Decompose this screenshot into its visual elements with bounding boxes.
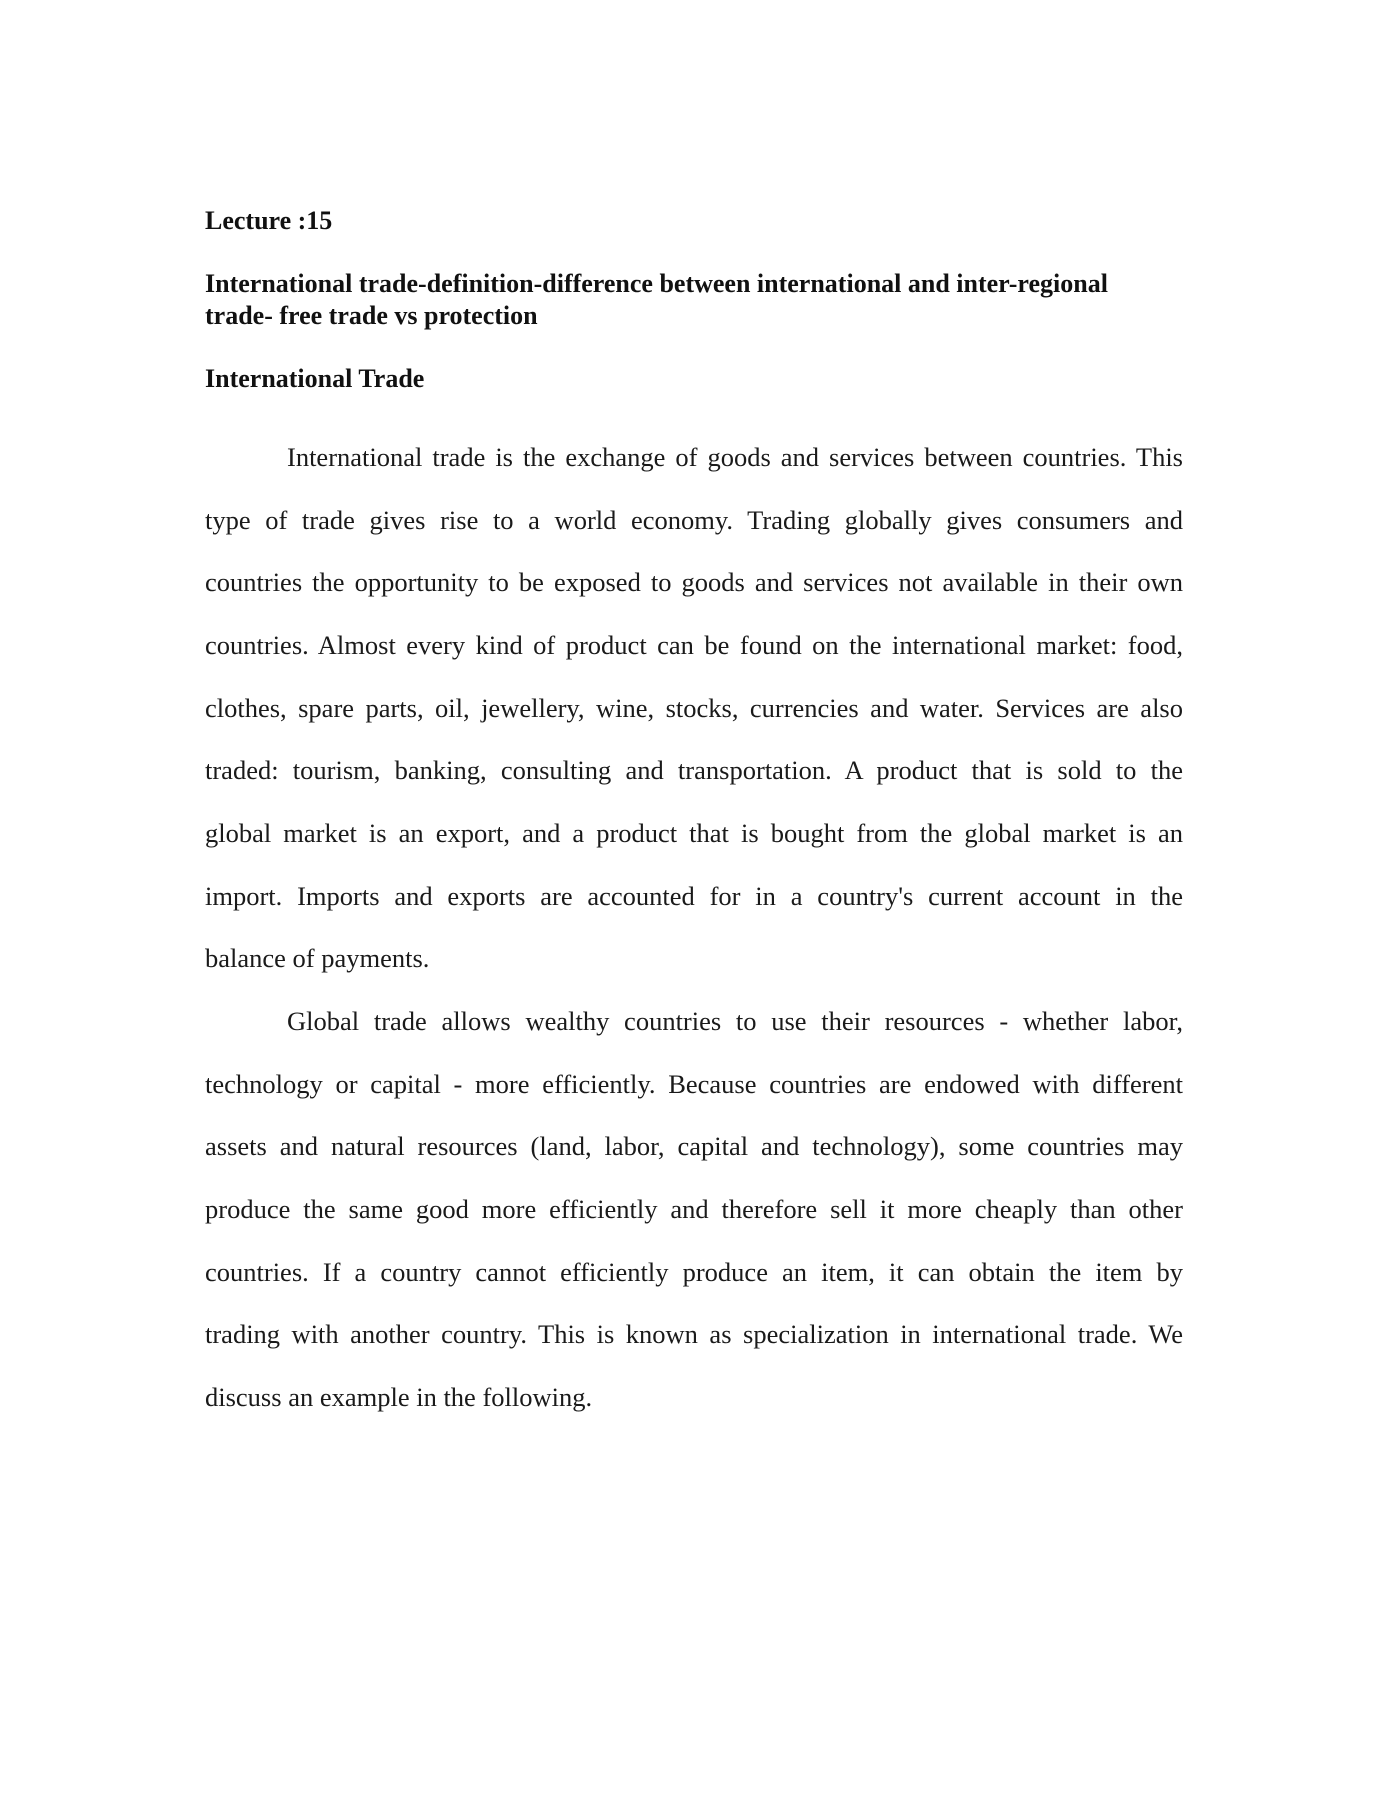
paragraph-line [287, 441, 1183, 473]
paragraph-line [205, 1130, 1183, 1162]
paragraph-line [205, 1193, 1183, 1225]
paragraph-line [205, 880, 1183, 912]
section-title: International Trade [205, 364, 425, 393]
line-text: assets and natural resources (land, labor, capital and technology), some countries may [205, 1131, 1183, 1161]
paragraph-line [205, 1068, 1183, 1100]
line-text: International trade is the exchange of goods and services between countries. This [287, 442, 1183, 472]
paragraph-line [205, 1256, 1183, 1288]
paragraph-line [287, 1005, 1183, 1037]
line-text: countries the opportunity to be exposed to goods and services not available in their own [205, 567, 1183, 597]
heading-line-1: International trade-definition-difference between international and inter-regional [205, 269, 1108, 298]
lecture-label: Lecture :15 [205, 206, 333, 235]
line-text: balance of payments. [205, 943, 430, 973]
line-text: trading with another country. This is known as specialization in international trade. We [205, 1319, 1183, 1349]
line-text: countries. Almost every kind of product can be found on the international market: food, [205, 630, 1183, 660]
line-text: technology or capital - more efficiently. Because countries are endowed with different [205, 1069, 1183, 1099]
heading-line-2: trade- free trade vs protection [205, 301, 538, 330]
paragraph-line [205, 629, 1183, 661]
line-text: produce the same good more efficiently and therefore sell it more cheaply than other [205, 1194, 1183, 1224]
line-text: traded: tourism, banking, consulting and transportation. A product that is sold to the [205, 755, 1183, 785]
paragraph-line [205, 692, 1183, 724]
paragraph-line [205, 1381, 1183, 1413]
line-text: global market is an export, and a product that is bought from the global market is an [205, 818, 1183, 848]
paragraph-line [205, 566, 1183, 598]
line-text: discuss an example in the following. [205, 1382, 593, 1412]
line-text: countries. If a country cannot efficiently produce an item, it can obtain the item by [205, 1257, 1183, 1287]
line-text: clothes, spare parts, oil, jewellery, wine, stocks, currencies and water. Services are also [205, 693, 1183, 723]
paragraph-line [205, 817, 1183, 849]
paragraph-line [205, 942, 1183, 974]
paragraph-line [205, 754, 1183, 786]
line-text: type of trade gives rise to a world economy. Trading globally gives consumers and [205, 505, 1183, 535]
line-text: import. Imports and exports are accounted for in a country's current account in the [205, 881, 1183, 911]
line-text: Global trade allows wealthy countries to use their resources - whether labor, [287, 1006, 1183, 1036]
paragraph-line [205, 1318, 1183, 1350]
paragraph-line [205, 504, 1183, 536]
